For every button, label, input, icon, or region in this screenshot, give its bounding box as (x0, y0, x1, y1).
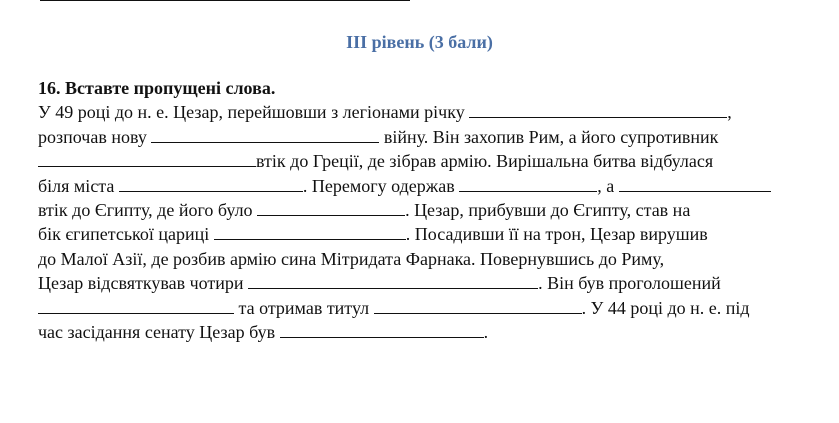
blank-fate[interactable] (257, 200, 405, 216)
blank-war[interactable] (151, 127, 379, 143)
text-line-4: біля міста . Перемогу одержав , а (38, 174, 828, 198)
blank-winner[interactable] (459, 176, 597, 192)
text-line-1: У 49 році до н. е. Цезар, перейшовши з легіонами річку , (38, 102, 732, 123)
top-divider (40, 0, 410, 1)
task-title: 16. Вставте пропущені слова. (38, 78, 276, 98)
text-line-9: та отримав титул . У 44 році до н. е. під (38, 296, 828, 320)
text-line-8: Цезар відсвяткував чотири . Він був проголошений (38, 273, 721, 294)
blank-queen[interactable] (214, 224, 406, 240)
text-line-5: втік до Єгипту, де його було . Цезар, прибувши до Єгипту, став на (38, 200, 691, 221)
text-line-10: час засідання сенату Цезар був . (38, 322, 489, 343)
blank-proclaimed[interactable] (38, 298, 234, 314)
text-line-2: розпочав нову війну. Він захопив Рим, а його супротивник (38, 126, 719, 147)
blank-loser[interactable] (619, 176, 771, 192)
level-heading: ІІІ рівень (3 бали) (346, 32, 493, 52)
blank-title[interactable] (374, 298, 582, 314)
text-line-3: втік до Греції, де зібрав армію. Вирішальна битва відбулася (38, 149, 828, 173)
text-line-6: бік єгипетської цариці . Посадивши її на трон, Цезар вирушив (38, 224, 708, 245)
blank-opponent[interactable] (38, 151, 256, 167)
text-line-7: до Малої Азії, де розбив армію сина Мітридата Фарнака. Повернувшись до Риму, (38, 248, 665, 269)
blank-city[interactable] (119, 176, 303, 192)
task-16 (38, 76, 828, 344)
blank-triumphs[interactable] (248, 273, 538, 289)
blank-river[interactable] (469, 102, 727, 118)
blank-murdered[interactable] (280, 322, 484, 338)
